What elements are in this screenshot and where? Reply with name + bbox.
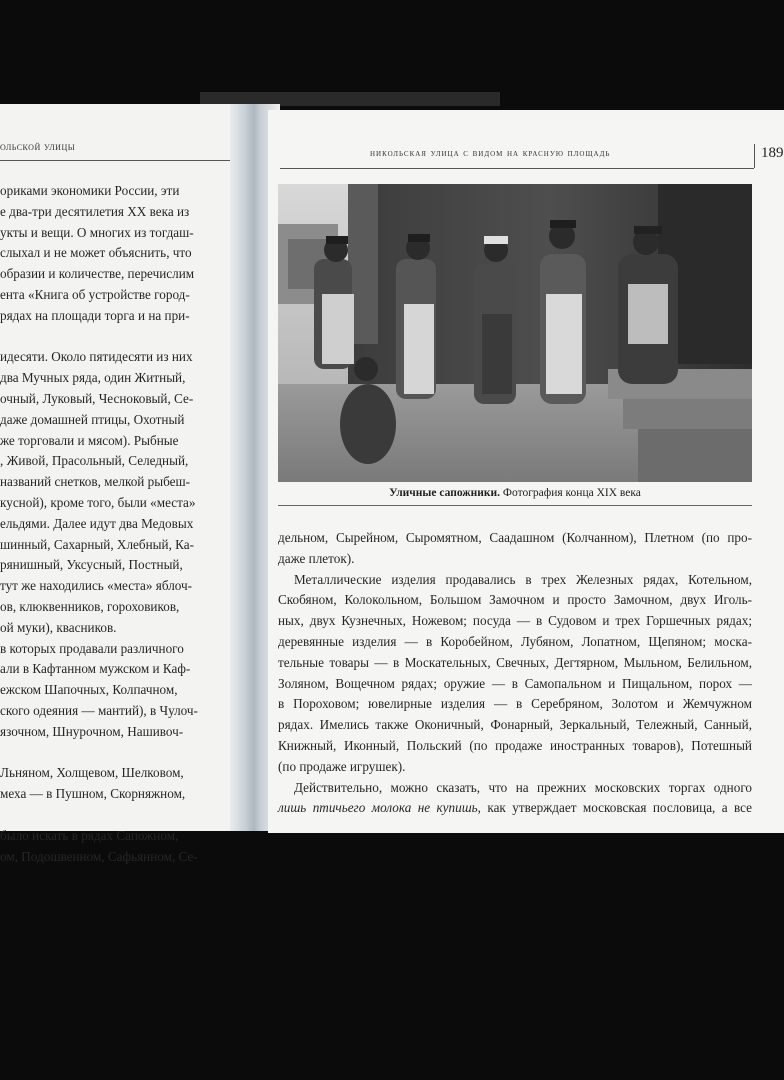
text-line-rest: , как утверждает московская пословица, а все: [477, 800, 753, 816]
text-line: Действительно, можно сказать, что на прежних московских торгах одного: [294, 779, 752, 795]
text-line: меха — в Пушном, Скорняжном,: [0, 786, 186, 802]
text-line: деревянные изделия — в Коробейном, Лубяном, Лопатном, Щепяном; москa-: [278, 633, 752, 649]
text-line: али в Кафтанном мужском и Каф-: [0, 661, 191, 677]
text-line: слыхал и не может объяснить, что: [0, 245, 192, 261]
text-line: язочном, Шнурочном, Нашивоч-: [0, 723, 184, 739]
left-header-rule: [0, 160, 232, 161]
text-line: Металлические изделия продавались в трех Железных рядах, Котельном,: [294, 571, 752, 587]
text-line: тут же находились «места» яблоч-: [0, 578, 193, 594]
text-line: ом, Подошвенном, Сафьянном, Се-: [0, 848, 198, 864]
text-line: рядах на площади торга и на при-: [0, 307, 190, 323]
photo-caption: [278, 487, 752, 499]
text-line: шинный, Сахарный, Хлебный, Ка-: [0, 536, 195, 552]
text-line: е два-три десятилетия XX века из: [0, 203, 190, 219]
text-line: ского одеяния — мантий), в Чулоч-: [0, 702, 198, 718]
text-line: ежском Шапочных, Колпачном,: [0, 682, 178, 698]
left-running-header: ольской улицы: [0, 141, 76, 153]
text-line: даже домашней птицы, Охотный: [0, 411, 185, 427]
text-line: ента «Книга об устройстве город-: [0, 286, 190, 302]
text-line: было искать в рядах Сапожном,: [0, 827, 179, 843]
text-line: два Мучных ряда, один Житный,: [0, 370, 186, 386]
text-line: [0, 743, 232, 764]
photo-illustration: [278, 184, 752, 482]
text-line: Скобяном, Колокольном, Большом Замочном и просто Замочном, двух Иголь-: [278, 592, 752, 608]
text-line: названий снетков, мелкой рыбеш-: [0, 474, 191, 490]
street-shoemakers-photo: [278, 184, 752, 482]
text-line: ой муки), квасников.: [0, 619, 117, 635]
text-line: очный, Луковый, Чесноковый, Се-: [0, 390, 194, 406]
text-line: , Живой, Прасольный, Селедный,: [0, 453, 189, 469]
right-running-header: никольская улица с видом на красную площадь: [370, 148, 611, 159]
text-line: в Пороховом; ювелирные изделия — в Серебряном, Золотом и Жемчужном: [278, 696, 752, 712]
text-line: [0, 327, 232, 348]
text-line: Книжный, Иконный, Польский (по продаже иностранных товаров), Потешный: [278, 737, 752, 753]
text-line: рянишный, Уксусный, Постный,: [0, 557, 183, 573]
text-line: [0, 805, 232, 826]
text-line: идесяти. Около пятидесяти из них: [0, 349, 193, 365]
text-line: ных, двух Кузнечных, Ножевом; посуда — в Судовом и трех Горшечных рядах;: [278, 613, 752, 629]
proverb-italic: лишь птичьего молока не купишь: [278, 800, 478, 816]
photo-caption-title: Уличные сапожники.: [389, 487, 501, 499]
text-line: тельные товары — в Москательных, Свечных, Дегтярном, Мыльном, Белильном,: [278, 654, 752, 670]
page-number-separator: [754, 144, 755, 168]
text-line: ориками экономики России, эти: [0, 183, 180, 198]
text-line: даже плеток).: [278, 550, 355, 566]
text-line: образии и количестве, перечислим: [0, 266, 195, 282]
text-line: (по продаже игрушек).: [278, 758, 406, 774]
text-line: кусной), кроме того, были «места»: [0, 494, 196, 510]
right-page-text: [278, 528, 752, 819]
text-line: ельдями. Далее идут два Медовых: [0, 515, 194, 531]
text-line: дельном, Сырейном, Сыромятном, Саадашном (Колчанном), Плетном (по про-: [278, 530, 752, 545]
text-line: [278, 798, 752, 819]
photo-caption-text: Фотография конца XIX века: [500, 487, 641, 499]
page-number: 189: [761, 145, 784, 161]
right-header-rule: [280, 168, 754, 169]
left-page-text: [0, 181, 232, 867]
text-line: в которых продавали различного: [0, 640, 184, 656]
text-line: укты и вещи. О многих из тогдаш-: [0, 224, 194, 240]
text-line: же торговали и мясом). Рыбные: [0, 432, 179, 448]
text-line: Льняном, Холщевом, Шелковом,: [0, 765, 184, 781]
text-line: ов, клюквенников, гороховиков,: [0, 598, 180, 614]
text-line: Золяном, Вощечном рядах; оружие — в Самопальном и Пищальном, порох —: [278, 675, 752, 691]
text-line: рядах. Имелись также Оконичный, Фонарный, Зеркальный, Тележный, Санный,: [278, 717, 752, 733]
caption-rule: [278, 505, 752, 506]
